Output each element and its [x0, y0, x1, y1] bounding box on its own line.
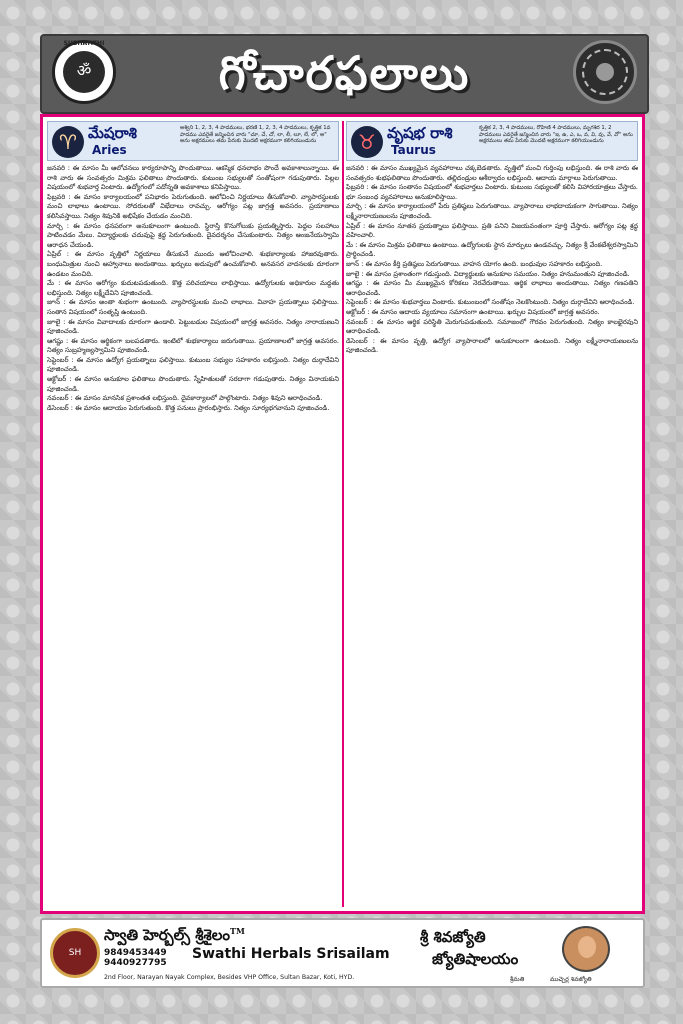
sign-stars-info: కృత్తిక 2, 3, 4 పాదములు, రోహిణి 4 పాదములు, మృగశిర 1, 2 పాదములు ఎవరైతే జన్మించిన వారు "ఇ, ఉ, ఎ, ఒ, వ, వి, వు, వే, వో" అను అక్షరములు తమ పేరుకు మొదటి అక్షరముగా కలిగియుండును: [479, 125, 633, 145]
ram-icon: ♈: [52, 126, 84, 158]
phone-number[interactable]: 9849453449: [104, 948, 167, 958]
forecast-paragraph: జనవరి : ఈ మాసం ముఖ్యమైన వ్యవహారాలు చక్కబెడతారు. వృత్తిలో మంచి గుర్తింపు లభిస్తుంది. ఈ రాశి వారు ఈ సంవత్సరం శుభఫలితాలు పొందుతారు. తల్లిదండ్రుల ఆశీర్వాదం లభిస్తుంది. ఆదాయ మార్గాలు పెరుగుతాయి.: [346, 164, 638, 182]
subhatithi-logo: [52, 40, 116, 104]
forecast-paragraph: ఫిబ్రవరి : ఈ మాసం సంతానం విషయంలో శుభవార్తలు వింటారు. కుటుంబ సభ్యులతో కలిసి విహారయాత్రలు చేస్తారు. భూ సంబంధ వ్యవహారాలు అనుకూలిస్తాయి.: [346, 183, 638, 201]
forecast-paragraph: సెప్టెంబర్ : ఈ మాసం శుభవార్తలు వింటారు. కుటుంబంలో సంతోషం నెలకొంటుంది. నిత్యం దుర్గాదేవిని ఆరాధించండి.: [346, 298, 635, 307]
herbals-logo: SH: [50, 928, 100, 978]
forecast-paragraph: మే : ఈ మాసం ఆరోగ్యం కుదుటపడుతుంది. కొత్త పరిచయాలు లాభిస్తాయి. ఉద్యోగులకు అధికారుల మద్దతు లభిస్తుంది. నిత్యం లక్ష్మీదేవిని పూజించండి.: [47, 279, 339, 297]
sign-english-name: Aries: [92, 143, 127, 157]
column-divider: [342, 121, 344, 907]
forecast-paragraph: అక్టోబర్ : ఈ మాసం ఆదాయ వ్యయాలు సమానంగా ఉంటాయి. ఖర్చుల విషయంలో జాగ్రత్త అవసరం.: [346, 307, 600, 316]
photo-caption-prefix: శ్రీమతి: [510, 976, 525, 983]
sign-stars-info: అశ్విని 1, 2, 3, 4 పాదములు, భరణి 1, 2, 3, 4 పాదములు, కృత్తిక 1వ పాదము ఎవరైతే జన్మించిన వారు "చూ, చే, చో, లా, లీ, లూ, లే, లో, అ" అను అక్షరములు తమ పేరుకు మొదటి అక్షరముగా కలిగియుండును: [180, 125, 331, 145]
advertisement-footer: [40, 918, 645, 988]
horoscope-frame: [40, 114, 645, 914]
forecast-paragraph: మార్చి : ఈ మాసం ధనపరంగా అనుకూలంగా ఉంటుంది. స్థిరాస్తి కొనుగోలుకు ప్రయత్నిస్తారు. పెద్దల సలహాలు పాటించడం మేలు. విద్యార్థులకు చదువుపై శ్రద్ధ పెరుగుతుంది. దైవదర్శనం చేసుకుంటారు. నిత్యం ఆంజనేయస్వామి ఆరాధన చేయండి.: [47, 221, 339, 249]
astrology-brand-line2: జ్యోతిషాలయం: [432, 950, 519, 968]
forecast-paragraph: ఆగష్టు : ఈ మాసం మీ ముఖ్యమైన కోరికలు నెరవేరుతాయి. ఆర్థిక లాభాలు అందుతాయి. నిత్యం గణపతిని ఆరాధించండి.: [346, 279, 638, 297]
forecast-paragraph: జూలై : ఈ మాసం వివాదాలకు దూరంగా ఉండాలి. పెట్టుబడుల విషయంలో జాగ్రత్త అవసరం. నిత్యం నారాయణుని పూజించండి.: [47, 317, 339, 336]
address: 2nd Floor, Narayan Nayak Complex, Besides VHP Office, Sultan Bazar, Koti, HYD.: [104, 974, 355, 981]
forecast-paragraph: మే : ఈ మాసం మిశ్రమ ఫలితాలు ఉంటాయి. ఉద్యోగులకు స్థాన మార్పులు ఉండవచ్చు. నిత్యం శ్రీ వేంకటేశ్వరస్వామిని ప్రార్థించండి.: [346, 240, 638, 259]
taurus-column: [346, 121, 638, 907]
forecast-paragraph: ఫిబ్రవరి : ఈ మాసం కార్యాలయంలో పనిభారం పెరుగుతుంది. ఆలోచించి నిర్ణయాలు తీసుకోవాలి. వ్యాపారస్థులకు మంచి లాభాలు ఉంటాయి. సోదరులతో విభేదాలు రావచ్చు. ఆరోగ్యం పట్ల జాగ్రత్త అవసరం. ప్రయాణాలు కలిసివస్తాయి. నిత్యం శివునికి అభిషేకం చేయడం మంచిది.: [47, 192, 339, 220]
forecast-paragraph: మార్చి : ఈ మాసం కార్యాలయంలో పేరు ప్రతిష్ఠలు పెరుగుతాయి. వ్యాపారాలు లాభదాయకంగా సాగుతాయి. నిత్యం లక్ష్మీనారాయణులను పూజించండి.: [346, 202, 638, 220]
logo-text: SUBHATITHI: [63, 40, 105, 47]
forecast-paragraph: నవంబర్ : ఈ మాసం ఆర్థిక పరిస్థితి మెరుగుపడుతుంది. సమాజంలో గౌరవం పెరుగుతుంది. నిత్యం కాలభైరవుని ఆరాధించండి.: [346, 317, 638, 336]
forecast-paragraph: జూన్ : ఈ మాసం కీర్తి ప్రతిష్ఠలు పెరుగుతాయి. వాహన యోగం ఉంది. బంధువుల సహకారం లభిస్తుంది.: [346, 259, 603, 268]
zodiac-core: [596, 63, 614, 81]
photo-caption: ముచ్చెర్ల శివజ్యోతి: [550, 976, 592, 983]
forecast-paragraph: నవంబర్ : ఈ మాసం మానసిక ప్రశాంతత లభిస్తుంది. దైవకార్యాలలో పాల్గొంటారు. నిత్యం శివుని ఆరాధించండి.: [47, 394, 323, 403]
sign-name: మేషరాశి: [88, 124, 137, 142]
forecast-paragraph: డిసెంబర్ : ఈ మాసం వృత్తి, ఉద్యోగ వ్యాపారాలలో అనుకూలంగా ఉంటుంది. నిత్యం లక్ష్మీనారాయణులను పూజించండి.: [346, 336, 638, 355]
forecast-paragraph: సెప్టెంబర్ : ఈ మాసం ఉద్యోగ ప్రయత్నాలు ఫలిస్తాయి. కుటుంబ సభ్యుల సహకారం లభిస్తుంది. నిత్యం దుర్గాదేవిని పూజించండి.: [47, 355, 339, 374]
astrology-brand-line1: శ్రీ శివజ్యోతి: [420, 928, 486, 946]
om-icon: ॐ: [63, 51, 105, 93]
forecast-paragraph: జనవరి : ఈ మాసం మీ ఆలోచనలు కార్యరూపాన్ని పొందుతాయి. ఆకస్మిక ధనలాభం పొందే అవకాశాలున్నాయి. ఈ రాశి వారు ఈ సంవత్సరం మిశ్రమ ఫలితాలు పొందుతారు. కుటుంబ సభ్యులతో సంతోషంగా గడుపుతారు. పిల్లల విషయంలో శుభవార్త వింటారు. ఉద్యోగంలో పదోన్నతి అవకాశాలు కనిపిస్తాయి.: [47, 164, 339, 192]
forecast-paragraph: జూలై : ఈ మాసం ప్రశాంతంగా గడుస్తుంది. విద్యార్థులకు అనుకూల సమయం. నిత్యం హనుమంతుని పూజించండి.: [346, 269, 630, 278]
phone-number[interactable]: 9440927795: [104, 958, 167, 968]
aries-column: [47, 121, 339, 907]
page-title: గోచారఫలాలు: [218, 46, 471, 100]
sign-forecast-body: [346, 164, 638, 356]
sign-english-name: Taurus: [391, 143, 436, 157]
forecast-paragraph: అక్టోబర్ : ఈ మాసం అనుకూల ఫలితాలు పొందుతారు. స్నేహితులతో సరదాగా గడుపుతారు. నిత్యం వినాయకుని పూజించండి.: [47, 375, 339, 393]
photo-face: [578, 936, 596, 958]
sign-header-aries: [47, 121, 339, 161]
sign-header-taurus: [346, 121, 638, 161]
forecast-paragraph: ఏప్రిల్ : ఈ మాసం నూతన ప్రయత్నాలు ఫలిస్తాయి. ప్రతి పనిని విజయవంతంగా పూర్తి చేస్తారు. ఆరోగ్యం పట్ల శ్రద్ధ వహించాలి.: [346, 221, 638, 240]
trademark: TM: [230, 926, 245, 936]
brand-english: Swathi Herbals Srisailam: [192, 946, 390, 962]
forecast-paragraph: ఏప్రిల్ : ఈ మాసం వృత్తిలో నిర్ణయాలు తీసుకునే ముందు ఆలోచించాలి. శుభకార్యాలకు హాజరవుతారు. బంధుమిత్రుల నుంచి ఆహ్వానాలు అందుతాయి. ఖర్చులు అదుపులో ఉంచుకోవాలి. అనవసర వాదనలకు దూరంగా ఉండటం మంచిది.: [47, 250, 339, 278]
sign-forecast-body: [47, 164, 339, 413]
brand-telugu-text: స్వాతి హెర్బల్స్ శ్రీశైలం: [104, 926, 230, 944]
masthead: [40, 34, 649, 114]
zodiac-wheel-icon: [573, 40, 637, 104]
brand-telugu: [104, 926, 245, 948]
astrologer-photo: [562, 926, 610, 972]
forecast-paragraph: జూన్ : ఈ మాసం అంతా శుభంగా ఉంటుంది. వ్యాపారస్థులకు మంచి లాభాలు. వివాహ ప్రయత్నాలు ఫలిస్తాయి. సంతాన విషయంలో సంతృప్తి ఉంటుంది.: [47, 298, 339, 316]
phone-numbers: [104, 948, 167, 968]
bull-icon: ♉: [351, 126, 383, 158]
forecast-paragraph: ఆగష్టు : ఈ మాసం ఆర్థికంగా బలపడతారు. ఇంటిలో శుభకార్యాలు జరుగుతాయి. ప్రయాణాలలో జాగ్రత్త అవసరం. నిత్యం సుబ్రహ్మణ్యస్వామిని పూజించండి.: [47, 336, 339, 355]
sign-name: వృషభ రాశి: [387, 124, 453, 142]
forecast-paragraph: డిసెంబర్ : ఈ మాసం ఆదాయం పెరుగుతుంది. కొత్త పనులు ప్రారంభిస్తారు. నిత్యం సూర్యభగవానుని పూజించండి.: [47, 403, 330, 412]
